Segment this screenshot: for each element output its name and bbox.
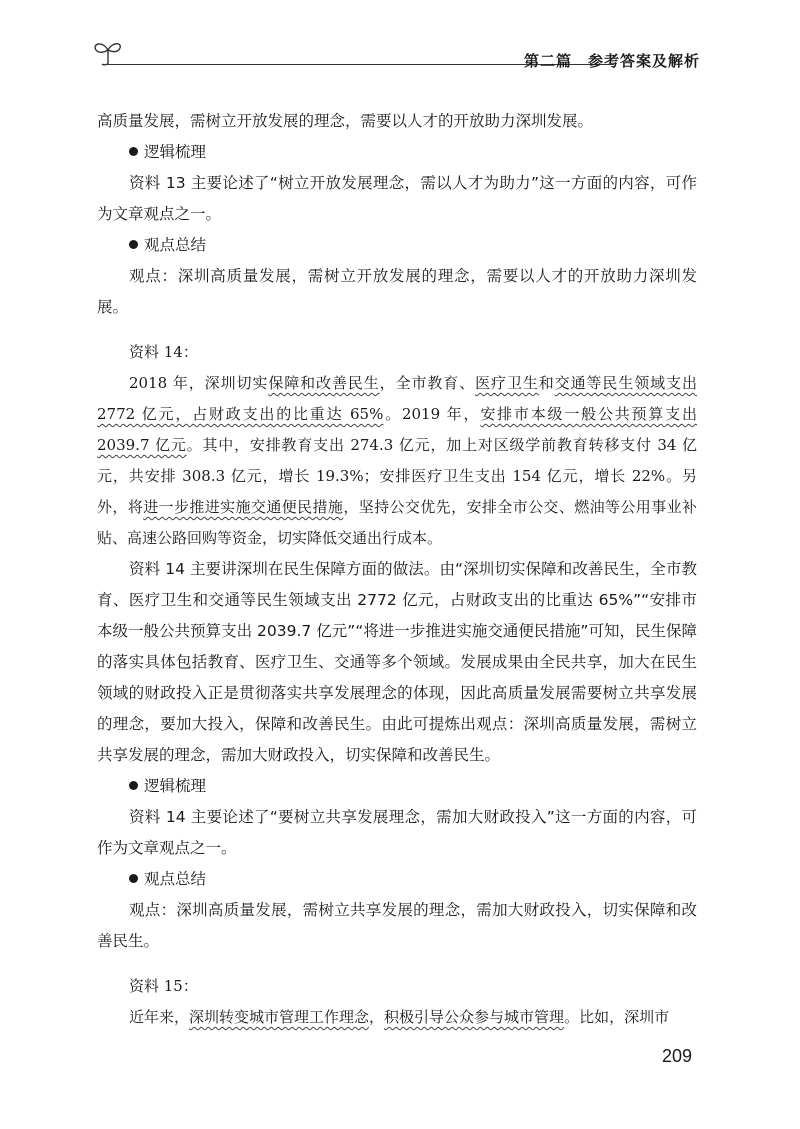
block13-summary-text: 观点：深圳高质量发展，需树立开放发展的理念，需要以人才的开放助力深圳发展。 (97, 267, 697, 316)
block15-label: 资料 15： (129, 977, 198, 995)
block15-source-text: 近年来，深圳转变城市管理工作理念，积极引导公众参与城市管理。比如，深圳市 (129, 1008, 670, 1026)
block14-source-text: 2018 年，深圳切实保障和改善民生，全市教育、医疗卫生和交通等民生领域支出 2772 亿元，占财政支出的比重达 65%。2019 年，安排市本级一般公共预算支出 2039.7 亿元。其中，安排教育支出 274.3 亿元，加上对区级学前教育转移支付 34 亿元，共安排 308.3 亿元，增长 19.3%；安排医疗卫生支出 154 亿元，增长 22%。另外，将进一步推进实施交通便民措施，坚持公交优先，安排全市公交、燃油等公用事业补贴、高速公路回购等资金，切实降低交通出行成本。 (97, 374, 697, 547)
block14-logic-text: 资料 14 主要论述了“要树立共享发展理念，需加大财政投入”这一方面的内容，可作为文章观点之一。 (97, 808, 697, 857)
block13-logic-text: 资料 13 主要论述了“树立开放发展理念，需以人才为助力”这一方面的内容，可作为文章观点之一。 (97, 174, 697, 223)
running-header (88, 34, 700, 74)
block14-label: 资料 14： (129, 343, 198, 361)
page-number: 209 (661, 1046, 692, 1066)
block14-logic-heading: 逻辑梳理 (97, 771, 697, 802)
block13-logic-heading: 逻辑梳理 (97, 137, 697, 168)
block14-analysis: 资料 14 主要讲深圳在民生保障方面的做法。由“深圳切实保障和改善民生，全市教育、医疗卫生和交通等民生领域支出 2772 亿元，占财政支出的比重达 65%”“安排市本级一般公共预算支出 2039.7 亿元”“将进一步推进实施交通便民措施”可知，民生保障的落实具体包括教育、医疗卫生、交通等多个领域。发展成果由全民共享，加大在民生领域的财政投入正是贯彻落实共享发展理念的体现，因此高质量发展需要树立共享发展的理念，要加大投入，保障和改善民生。由此可提炼出观点：深圳高质量发展，需树立共享发展的理念，需加大财政投入，切实保障和改善民生。 (97, 560, 697, 764)
page-content (97, 106, 697, 1033)
sprout-logo-icon (88, 34, 128, 74)
block13-summary-heading: 观点总结 (97, 230, 697, 261)
bullet-icon (129, 240, 138, 249)
block14-summary-text: 观点：深圳高质量发展，需树立共享发展的理念，需加大财政投入，切实保障和改善民生。 (97, 901, 697, 950)
bullet-icon (129, 874, 138, 883)
header-title: 第二篇 参考答案及解析 (523, 52, 700, 70)
bullet-icon (129, 781, 138, 790)
block14-summary-heading: 观点总结 (97, 864, 697, 895)
bullet-icon (129, 147, 138, 156)
block13-intro-tail: 高质量发展，需树立开放发展的理念，需要以人才的开放助力深圳发展。 (97, 112, 594, 130)
